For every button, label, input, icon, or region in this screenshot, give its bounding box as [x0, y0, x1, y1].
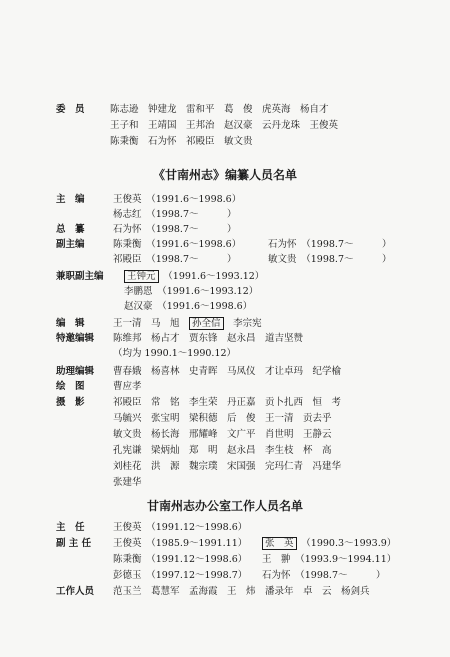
- chief-editor-label: 主 编: [56, 194, 85, 205]
- vice-director-2b: 王 翀 （1993.9～1994.11）: [262, 554, 397, 565]
- photography-row-2: 马毓兴 张宝明 梁积德 后 俊 王一清 贡去乎: [113, 413, 332, 424]
- staff-label: 工作人员: [56, 586, 95, 597]
- vice-editor-1b: 石为怀 （1998.7～ ）: [268, 239, 392, 250]
- vice-editor-2a: 祁殿臣 （1998.7～ ）: [113, 254, 237, 265]
- committee-row-3: 陈秉衡 石为怀 祁殿臣 敏文贵: [110, 136, 253, 147]
- assistant-editor-label: 助理编辑: [56, 366, 95, 377]
- boxed-name: 张 英: [262, 537, 297, 550]
- invited-editor-label: 特邀编辑: [56, 333, 95, 344]
- photography-row-4: 孔宪谦 梁炳灿 郑 明 赵永昌 李生枝 杯 高: [113, 445, 332, 456]
- vice-editor-1a: 陈秉衡 （1991.6～1998.6）: [113, 239, 242, 250]
- drawing-label: 绘 图: [56, 381, 85, 392]
- invited-editor-1: 陈维邦 杨占才 贾东锋 赵永昌 道吉坚赞: [113, 333, 304, 344]
- invited-editor-2: （均为 1990.1～1990.12）: [113, 348, 237, 359]
- committee-row-2: 王子和 王靖国 王邦治 赵汉豪 云丹龙珠 王俊英: [110, 120, 339, 131]
- part-time-vice-editor-2: 李鹏恩 （1991.6～1993.12）: [124, 286, 259, 297]
- vice-director-3a: 彭德玉 （1997.12～1998.7）: [113, 570, 248, 581]
- part-time-vice-editor-1: 王钟元 （1991.6～1993.12）: [124, 271, 264, 283]
- section-title-office-staff: 甘南州志办公室工作人员名单: [146, 499, 303, 513]
- vice-director-2a: 陈秉衡 （1991.12～1998.6）: [113, 554, 248, 565]
- director-1: 王俊英 （1991.12～1998.6）: [113, 522, 248, 533]
- drawing-1: 曹应孝: [113, 381, 142, 392]
- committee-row-1: 陈志逊 钟建龙 雷和平 葛 俊 虎英海 杨自才: [110, 104, 329, 115]
- part-time-vice-editor-3: 赵汉豪 （1991.6～1998.6）: [124, 301, 253, 312]
- boxed-name: 孙全信: [189, 317, 224, 330]
- staff-1: 范玉兰 葛慧军 孟海霞 王 炜 潘录年 卓 云 杨剑兵: [113, 586, 370, 597]
- committee-label: 委 员: [56, 104, 85, 115]
- general-editor-1: 石为怀 （1998.7～ ）: [113, 224, 237, 235]
- vice-director-3b: 石为怀 （1998.7～ ）: [262, 570, 386, 581]
- editor-names: 王一清 马 旭 孙全信 李宗宪: [113, 318, 262, 329]
- chief-editor-2: 杨志红 （1998.7～ ）: [113, 209, 237, 220]
- vice-director-1b: 张 英 （1990.3～1993.9）: [262, 538, 396, 550]
- section-title-compilers: 《甘南州志》编纂人员名单: [152, 168, 297, 182]
- photography-row-1: 祁殿臣 常 铭 李生荣 丹正嘉 贡卜扎西 恒 考: [113, 397, 342, 408]
- director-label: 主 任: [56, 522, 85, 533]
- editor-label: 编 辑: [56, 318, 85, 329]
- photography-row-6: 张建华: [113, 477, 142, 488]
- chief-editor-1: 王俊英 （1991.6～1998.6）: [113, 194, 242, 205]
- boxed-name: 王钟元: [124, 270, 159, 283]
- vice-editor-label: 副主编: [56, 239, 85, 250]
- vice-director-1a: 王俊英 （1985.9～1991.11）: [113, 538, 248, 549]
- assistant-editor-1: 曹春娥 杨喜林 史青晖 马凤仪 才让卓玛 纪学榆: [113, 366, 342, 377]
- photography-label: 摄 影: [56, 397, 85, 408]
- part-time-vice-editor-label: 兼职副主编: [56, 271, 104, 282]
- photography-row-5: 刘桂花 洪 源 魏宗璞 宋国强 完玛仁青 冯建华: [113, 461, 342, 472]
- vice-editor-2b: 敏文贵 （1998.7～ ）: [268, 254, 392, 265]
- photography-row-3: 敏文贵 杨长海 邢耀峰 文广平 肖世明 王静云: [113, 429, 332, 440]
- general-editor-label: 总 纂: [56, 224, 85, 235]
- vice-director-label: 副 主 任: [56, 538, 92, 549]
